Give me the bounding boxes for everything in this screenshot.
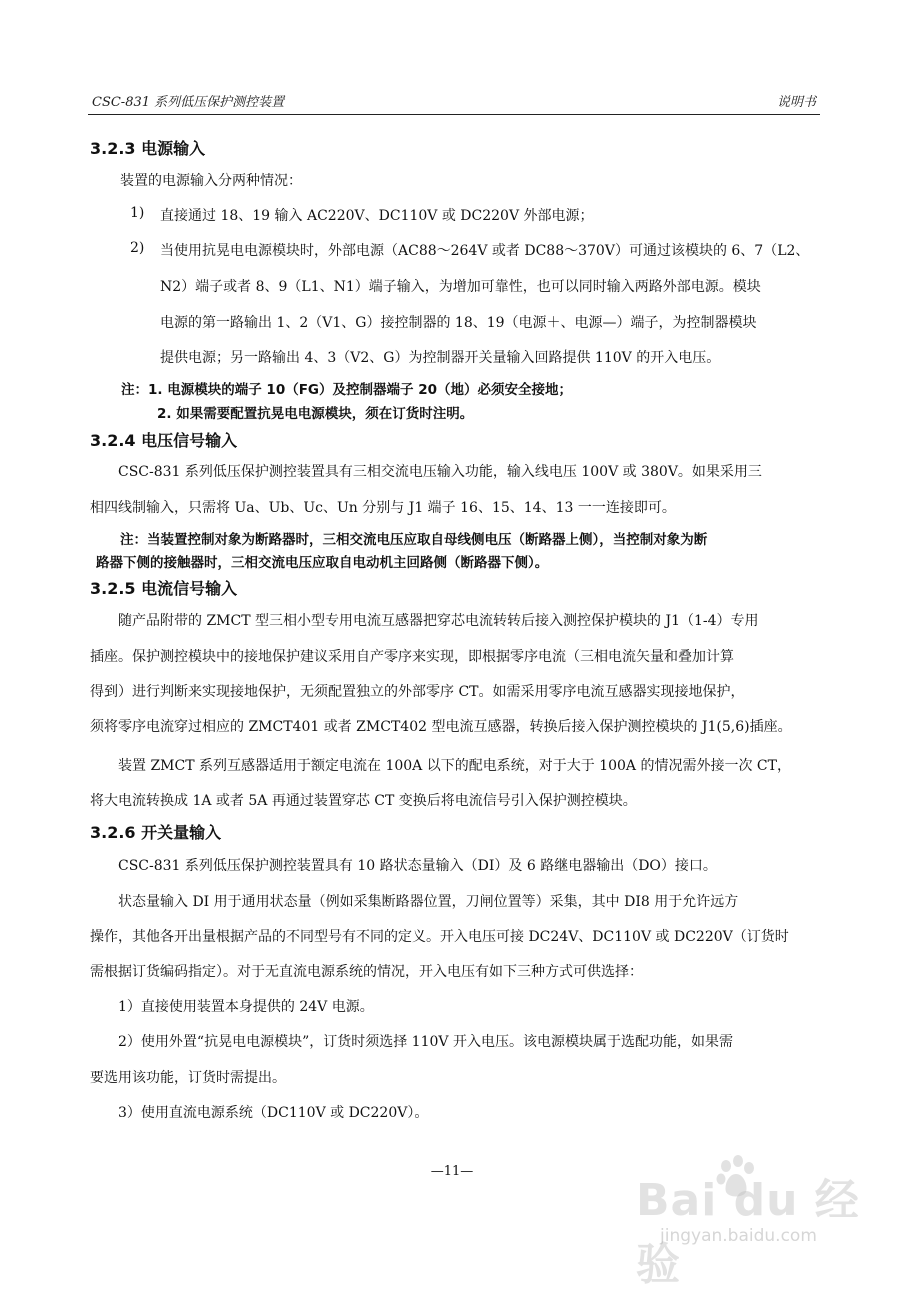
option-item: 3）使用直流电源系统（DC110V 或 DC220V）。 — [118, 1105, 429, 1121]
list-item-text: 提供电源；另一路输出 4、3（V2、G）为控制器开关量输入回路提供 110V 的开入电压。 — [160, 350, 721, 366]
paragraph: 须将零序电流穿过相应的 ZMCT401 或者 ZMCT402 型电流互感器，转换后接入保护测控模块的 J1(5,6)插座。 — [90, 719, 792, 735]
list-item-text: N2）端子或者 8、9（L1、N1）端子输入，为增加可靠性，也可以同时输入两路外部电源。模块 — [160, 279, 761, 295]
section-heading-3-2-6: 3.2.6 开关量输入 — [90, 823, 222, 842]
paragraph: CSC-831 系列低压保护测控装置具有三相交流电压输入功能，输入线电压 100V 或 380V。如果采用三 — [118, 464, 762, 480]
list-number: 1) — [130, 205, 145, 221]
option-item: 2）使用外置“抗晃电电源模块”，订货时须选择 110V 开入电压。该电源模块属于选配功能，如果需 — [118, 1034, 733, 1050]
option-item: 要选用该功能，订货时需提出。 — [90, 1070, 286, 1086]
section-heading-3-2-5: 3.2.5 电流信号输入 — [90, 579, 238, 598]
watermark-url: jingyan.baidu.com — [660, 1226, 817, 1246]
paragraph: 随产品附带的 ZMCT 型三相小型专用电流互感器把穿芯电流转转后接入测控保护模块的 J1（1-4）专用 — [118, 613, 759, 629]
list-item-text: 当使用抗晃电电源模块时，外部电源（AC88～264V 或者 DC88～370V）可通过该模块的 6、7（L2、 — [160, 243, 810, 259]
option-item: 1）直接使用装置本身提供的 24V 电源。 — [118, 999, 374, 1015]
page-number: —11— — [430, 1164, 474, 1179]
paragraph: 得到）进行判断来实现接地保护，无须配置独立的外部零序 CT。如需采用零序电流互感器实现接地保护， — [90, 684, 745, 700]
note-text: 路器下侧的接触器时，三相交流电压应取自电动机主回路侧（断路器下侧）。 — [96, 555, 549, 571]
section-heading-3-2-4: 3.2.4 电压信号输入 — [90, 431, 238, 450]
note-text: 2. 如果需要配置抗晃电电源模块，须在订货时注明。 — [157, 406, 474, 422]
list-number: 2) — [130, 240, 145, 256]
paragraph: 插座。保护测控模块中的接地保护建议采用自产零序来实现，即根据零序电流（三相电流矢量和叠加计算 — [90, 649, 734, 665]
list-item-text: 电源的第一路输出 1、2（V1、G）接控制器的 18、19（电源＋、电源—）端子，为控制器模块 — [160, 315, 757, 331]
paragraph: 相四线制输入，只需将 Ua、Ub、Uc、Un 分别与 J1 端子 16、15、14、13 一一连接即可。 — [90, 500, 676, 516]
note-text: 注：当装置控制对象为断路器时，三相交流电压应取自母线侧电压（断路器上侧），当控制对象为断 — [120, 532, 708, 548]
paragraph: 将大电流转换成 1A 或者 5A 再通过装置穿芯 CT 变换后将电流信号引入保护测控模块。 — [90, 793, 637, 809]
header-doc-type: 说明书 — [776, 95, 816, 110]
paragraph: 装置 ZMCT 系列互感器适用于额定电流在 100A 以下的配电系统，对于大于 100A 的情况需外接一次 CT， — [118, 758, 791, 774]
watermark-logo: Bai du 经验 — [636, 1175, 860, 1290]
paragraph: 装置的电源输入分两种情况： — [120, 173, 302, 189]
paragraph: 状态量输入 DI 用于通用状态量（例如采集断路器位置，刀闸位置等）采集，其中 DI8 用于允许远方 — [118, 894, 739, 910]
paragraph: 需根据订货编码指定）。对于无直流电源系统的情况，开入电压有如下三种方式可供选择： — [90, 964, 643, 980]
list-item-text: 直接通过 18、19 输入 AC220V、DC110V 或 DC220V 外部电源； — [160, 208, 594, 224]
header-title: CSC-831 系列低压保护测控装置 — [92, 95, 285, 110]
section-heading-3-2-3: 3.2.3 电源输入 — [90, 139, 206, 158]
paragraph: CSC-831 系列低压保护测控装置具有 10 路状态量输入（DI）及 6 路继电器输出（DO）接口。 — [118, 858, 717, 874]
note-text: 注：1. 电源模块的端子 10（FG）及控制器端子 20（地）必须安全接地； — [121, 382, 572, 398]
paragraph: 操作，其他各开出量根据产品的不同型号有不同的定义。开入电压可接 DC24V、DC110V 或 DC220V（订货时 — [90, 929, 789, 945]
page-header — [88, 92, 820, 115]
